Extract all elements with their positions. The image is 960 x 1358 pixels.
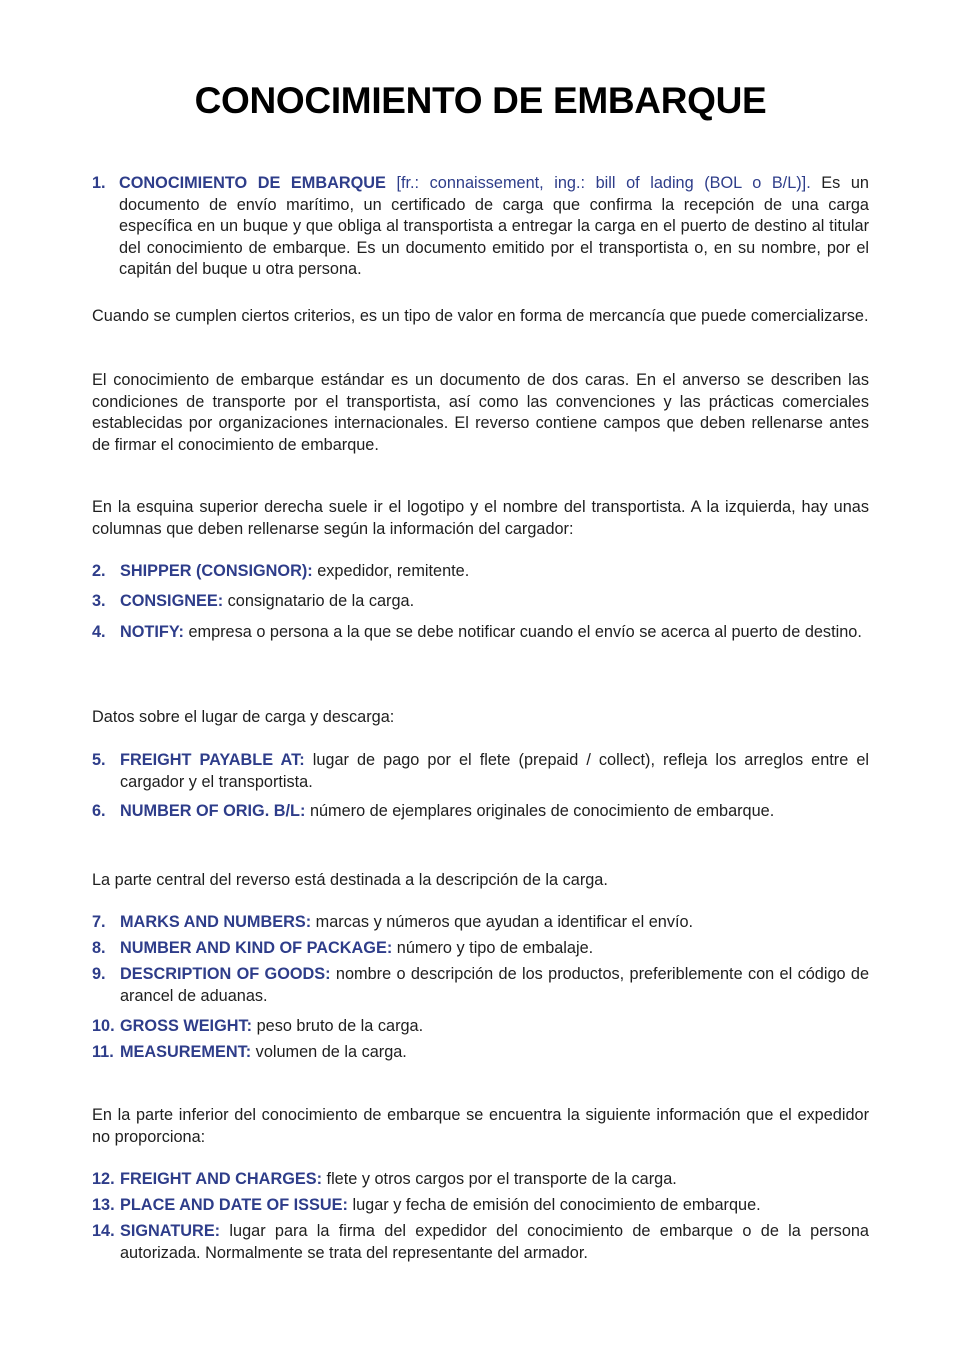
- item-number: 1.: [92, 174, 106, 192]
- item-number: 9.: [92, 965, 106, 983]
- item-number: 4.: [92, 623, 106, 641]
- item-text: número y tipo de embalaje.: [392, 939, 594, 957]
- item-term: SHIPPER (CONSIGNOR):: [120, 562, 313, 580]
- list-item: [92, 1195, 869, 1217]
- item-number: 7.: [92, 913, 106, 931]
- item-text: flete y otros cargos por el transporte de la carga.: [322, 1170, 677, 1188]
- item-text: número de ejemplares originales de conocimiento de embarque.: [305, 802, 775, 820]
- item-number: 2.: [92, 562, 106, 580]
- item-number: 10.: [92, 1017, 115, 1035]
- list-item: [92, 173, 869, 281]
- item-term: NUMBER OF ORIG. B/L:: [120, 802, 306, 820]
- item-text: lugar de pago por el flete (prepaid / collect), refleja los arreglos entre el cargador y el transportista.: [120, 751, 870, 791]
- list-item: [92, 1042, 869, 1064]
- item-number: 12.: [92, 1170, 115, 1188]
- item-number: 11.: [92, 1043, 114, 1061]
- list-item: [92, 938, 869, 960]
- item-text: marcas y números que ayudan a identificar el envío.: [311, 913, 694, 931]
- item-text: expedidor, remitente.: [312, 562, 470, 580]
- item-text: empresa o persona a la que se debe notificar cuando el envío se acerca al puerto de destino.: [183, 623, 862, 641]
- paragraph: Cuando se cumplen ciertos criterios, es un tipo de valor en forma de mercancía que puede comercializarse.: [92, 307, 869, 325]
- list-item: [92, 750, 869, 793]
- list-item: [92, 622, 869, 644]
- list-item: [92, 1016, 869, 1038]
- item-number: 13.: [92, 1196, 115, 1214]
- paragraph: En la parte inferior del conocimiento de embarque se encuentra la siguiente información que el expedidor no proporciona:: [92, 1106, 869, 1146]
- list-item: [92, 561, 869, 583]
- item-text: consignatario de la carga.: [223, 592, 415, 610]
- item-text: lugar para la firma del expedidor del conocimiento de embarque o de la persona autorizada. Normalmente se trata del representante del armador.: [120, 1222, 869, 1262]
- item-term: NOTIFY:: [120, 623, 184, 641]
- item-term: CONSIGNEE:: [120, 592, 224, 610]
- item-number: 8.: [92, 939, 106, 957]
- item-term: DESCRIPTION OF GOODS:: [120, 965, 331, 983]
- paragraph: La parte central del reverso está destinada a la descripción de la carga.: [92, 871, 608, 889]
- item-term: GROSS WEIGHT:: [120, 1017, 253, 1035]
- item-text: lugar y fecha de emisión del conocimiento de embarque.: [347, 1196, 761, 1214]
- item-term: PLACE AND DATE OF ISSUE:: [120, 1196, 348, 1214]
- item-text: peso bruto de la carga.: [252, 1017, 424, 1035]
- item-term: FREIGHT PAYABLE AT:: [120, 751, 305, 769]
- item-text: Es un documento de envío marítimo, un certificado de carga que confirma la recepción de una carga específica en un buque y que obliga al transportista a entregar la carga en el puerto de destino al titular del conocimiento de embarque. Es un documento emitido por el transportista o, en su nombre, por el capitán del buque u otra persona.: [119, 174, 869, 278]
- item-text: nombre o descripción de los productos, preferiblemente con el código de arancel de aduanas.: [120, 965, 869, 1005]
- item-term: SIGNATURE:: [120, 1222, 221, 1240]
- item-number: 5.: [92, 751, 106, 769]
- item-body: [119, 173, 869, 281]
- item-term: NUMBER AND KIND OF PACKAGE:: [120, 939, 393, 957]
- item-text: volumen de la carga.: [251, 1043, 407, 1061]
- list-item: [92, 801, 869, 823]
- paragraph: En la esquina superior derecha suele ir el logotipo y el nombre del transportista. A la izquierda, hay unas columnas que deben rellenarse según la información del cargador:: [92, 498, 869, 538]
- item-number: 6.: [92, 802, 106, 820]
- item-term: FREIGHT AND CHARGES:: [120, 1170, 323, 1188]
- item-number: 3.: [92, 592, 106, 610]
- item-term: CONOCIMIENTO DE EMBARQUE: [119, 174, 386, 192]
- list-item: [92, 964, 869, 1007]
- item-term-suffix: [fr.: connaissement, ing.: bill of lading (BOL o B/L)].: [385, 174, 811, 192]
- list-item: [92, 1221, 869, 1264]
- list-item: [92, 1169, 869, 1191]
- page-title: CONOCIMIENTO DE EMBARQUE: [194, 80, 767, 121]
- item-number: 14.: [92, 1222, 115, 1240]
- list-item: [92, 912, 869, 934]
- item-term: MEASUREMENT:: [120, 1043, 252, 1061]
- list-item: [92, 591, 869, 613]
- paragraph: El conocimiento de embarque estándar es un documento de dos caras. En el anverso se describen las condiciones de transporte por el transportista, así como las convenciones y las prácticas comerciales establecidas por organizaciones internacionales. El reverso contiene campos que deben rellenarse antes de firmar el conocimiento de embarque.: [92, 371, 869, 454]
- item-term: MARKS AND NUMBERS:: [120, 913, 312, 931]
- paragraph: Datos sobre el lugar de carga y descarga:: [92, 708, 395, 726]
